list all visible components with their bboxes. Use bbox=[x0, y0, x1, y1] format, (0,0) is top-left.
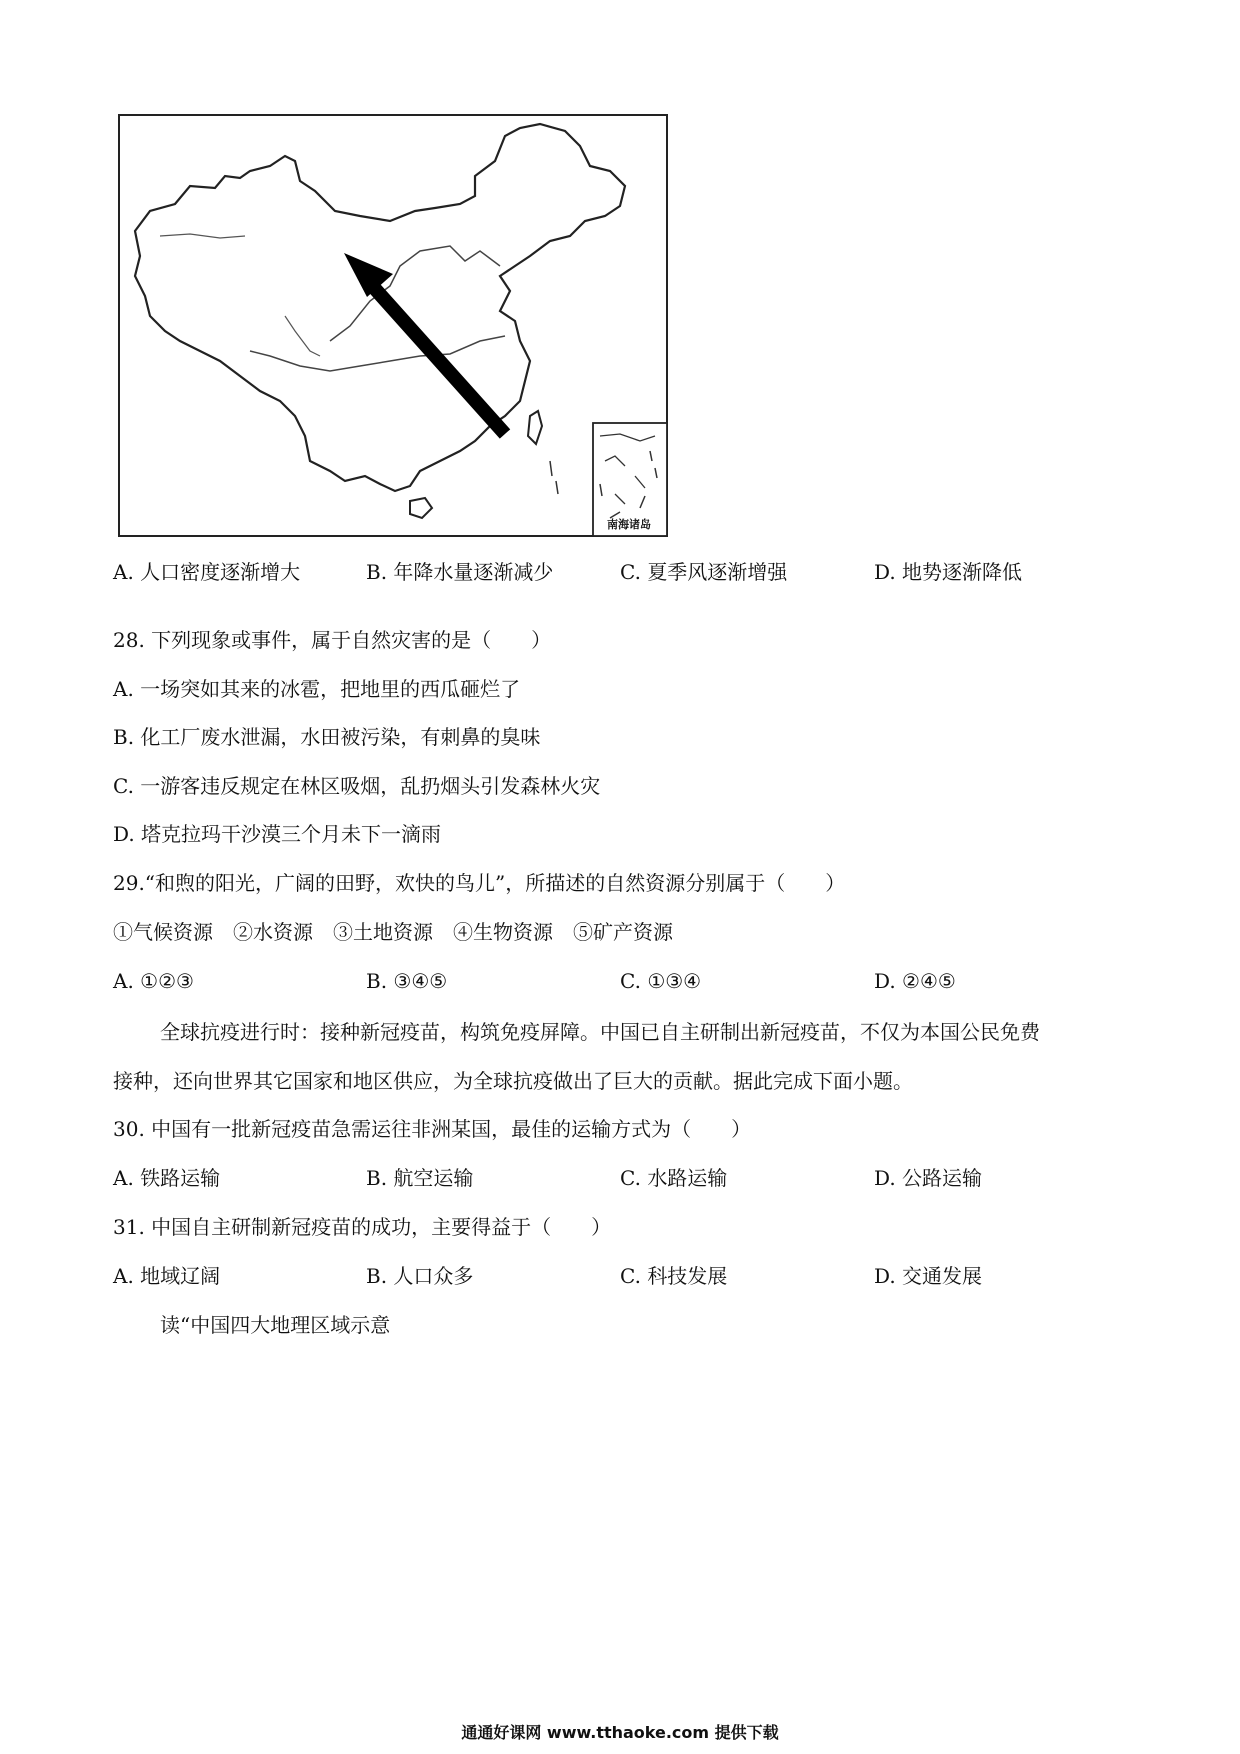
page-footer: 通通好课网 www.tthaoke.com 提供下载 bbox=[461, 1723, 779, 1742]
option-letter: B. bbox=[366, 969, 388, 993]
yangtze-river bbox=[250, 336, 505, 371]
q30-option-c[interactable] bbox=[620, 1163, 727, 1193]
option-text: 公路运输 bbox=[902, 1166, 983, 1190]
q31-option-a[interactable] bbox=[113, 1261, 220, 1291]
option-letter: A. bbox=[113, 969, 134, 993]
china-map-drawing bbox=[120, 116, 670, 539]
q30-stem: 30. 中国有一批新冠疫苗急需运往非洲某国，最佳的运输方式为（ ） bbox=[113, 1117, 752, 1141]
next-question-intro: 读“中国四大地理区域示意 bbox=[160, 1313, 391, 1337]
q28-option-d[interactable]: D. 塔克拉玛干沙漠三个月未下一滴雨 bbox=[113, 822, 442, 846]
option-text: 水路运输 bbox=[647, 1166, 728, 1190]
q28-stem: 28. 下列现象或事件，属于自然灾害的是（ ） bbox=[113, 628, 552, 652]
option-text: 铁路运输 bbox=[140, 1166, 221, 1190]
option-text: 年降水量逐渐减少 bbox=[393, 560, 554, 584]
china-map-figure bbox=[118, 114, 668, 537]
q29-stem: 29.“和煦的阳光，广阔的田野，欢快的鸟儿”，所描述的自然资源分别属于（ ） bbox=[113, 871, 846, 895]
q31-option-d[interactable] bbox=[874, 1261, 982, 1291]
option-letter: C. bbox=[620, 560, 641, 584]
option-letter: D. bbox=[874, 969, 896, 993]
hainan-island bbox=[410, 498, 432, 518]
option-text: 航空运输 bbox=[393, 1166, 474, 1190]
q31-option-b[interactable] bbox=[366, 1261, 473, 1291]
option-text: ③④⑤ bbox=[393, 969, 448, 993]
q31-stem: 31. 中国自主研制新冠疫苗的成功，主要得益于（ ） bbox=[113, 1215, 612, 1239]
option-letter: D. bbox=[874, 1166, 896, 1190]
option-letter: A. bbox=[113, 1166, 134, 1190]
option-text: ②④⑤ bbox=[902, 969, 956, 993]
q29-option-b[interactable] bbox=[366, 966, 447, 996]
option-letter: C. bbox=[620, 969, 641, 993]
option-letter: A. bbox=[113, 560, 134, 584]
passage-line-2: 接种，还向世界其它国家和地区供应，为全球抗疫做出了巨大的贡献。据此完成下面小题。 bbox=[113, 1069, 913, 1093]
option-letter: C. bbox=[620, 1166, 641, 1190]
tarim-river bbox=[160, 234, 245, 238]
q30-option-a[interactable] bbox=[113, 1163, 220, 1193]
option-text: 人口密度逐渐增大 bbox=[140, 560, 301, 584]
island-dashes bbox=[550, 461, 558, 494]
option-letter: B. bbox=[366, 1166, 388, 1190]
option-text: ①②③ bbox=[140, 969, 194, 993]
passage-line-1: 全球抗疫进行时：接种新冠疫苗，构筑免疫屏障。中国已自主研制出新冠疫苗，不仅为本国公民免费 bbox=[160, 1020, 1040, 1044]
option-text: 人口众多 bbox=[393, 1264, 474, 1288]
q29-option-a[interactable] bbox=[113, 966, 194, 996]
q29-option-c[interactable] bbox=[620, 966, 701, 996]
q28-option-a[interactable]: A. 一场突如其来的冰雹，把地里的西瓜砸烂了 bbox=[113, 677, 521, 701]
q27-option-b[interactable] bbox=[366, 557, 553, 587]
boundary-line bbox=[285, 316, 320, 356]
q29-choices: ①气候资源 ②水资源 ③土地资源 ④生物资源 ⑤矿产资源 bbox=[113, 920, 673, 944]
option-letter: C. bbox=[620, 1264, 641, 1288]
option-text: 地域辽阔 bbox=[140, 1264, 221, 1288]
q27-option-d[interactable] bbox=[874, 557, 1022, 587]
option-letter: A. bbox=[113, 1264, 134, 1288]
option-text: 交通发展 bbox=[902, 1264, 983, 1288]
south-sea-inset-label: 南海诸岛 bbox=[607, 518, 651, 531]
direction-arrow-shaft bbox=[368, 281, 505, 434]
option-text: 地势逐渐降低 bbox=[902, 560, 1023, 584]
option-text: 科技发展 bbox=[647, 1264, 728, 1288]
q30-option-d[interactable] bbox=[874, 1163, 982, 1193]
q31-option-c[interactable] bbox=[620, 1261, 727, 1291]
option-letter: B. bbox=[366, 560, 388, 584]
q28-option-b[interactable]: B. 化工厂废水泄漏，水田被污染，有刺鼻的臭味 bbox=[113, 725, 541, 749]
taiwan-island bbox=[528, 411, 542, 444]
option-text: ①③④ bbox=[647, 969, 702, 993]
q30-option-b[interactable] bbox=[366, 1163, 473, 1193]
option-letter: B. bbox=[366, 1264, 388, 1288]
q27-option-a[interactable] bbox=[113, 557, 300, 587]
q28-option-c[interactable]: C. 一游客违反规定在林区吸烟，乱扔烟头引发森林火灾 bbox=[113, 774, 601, 798]
q29-option-d[interactable] bbox=[874, 966, 956, 996]
option-letter: D. bbox=[874, 560, 896, 584]
option-text: 夏季风逐渐增强 bbox=[647, 560, 788, 584]
q27-option-c[interactable] bbox=[620, 557, 787, 587]
china-outline bbox=[135, 124, 625, 491]
option-letter: D. bbox=[874, 1264, 896, 1288]
